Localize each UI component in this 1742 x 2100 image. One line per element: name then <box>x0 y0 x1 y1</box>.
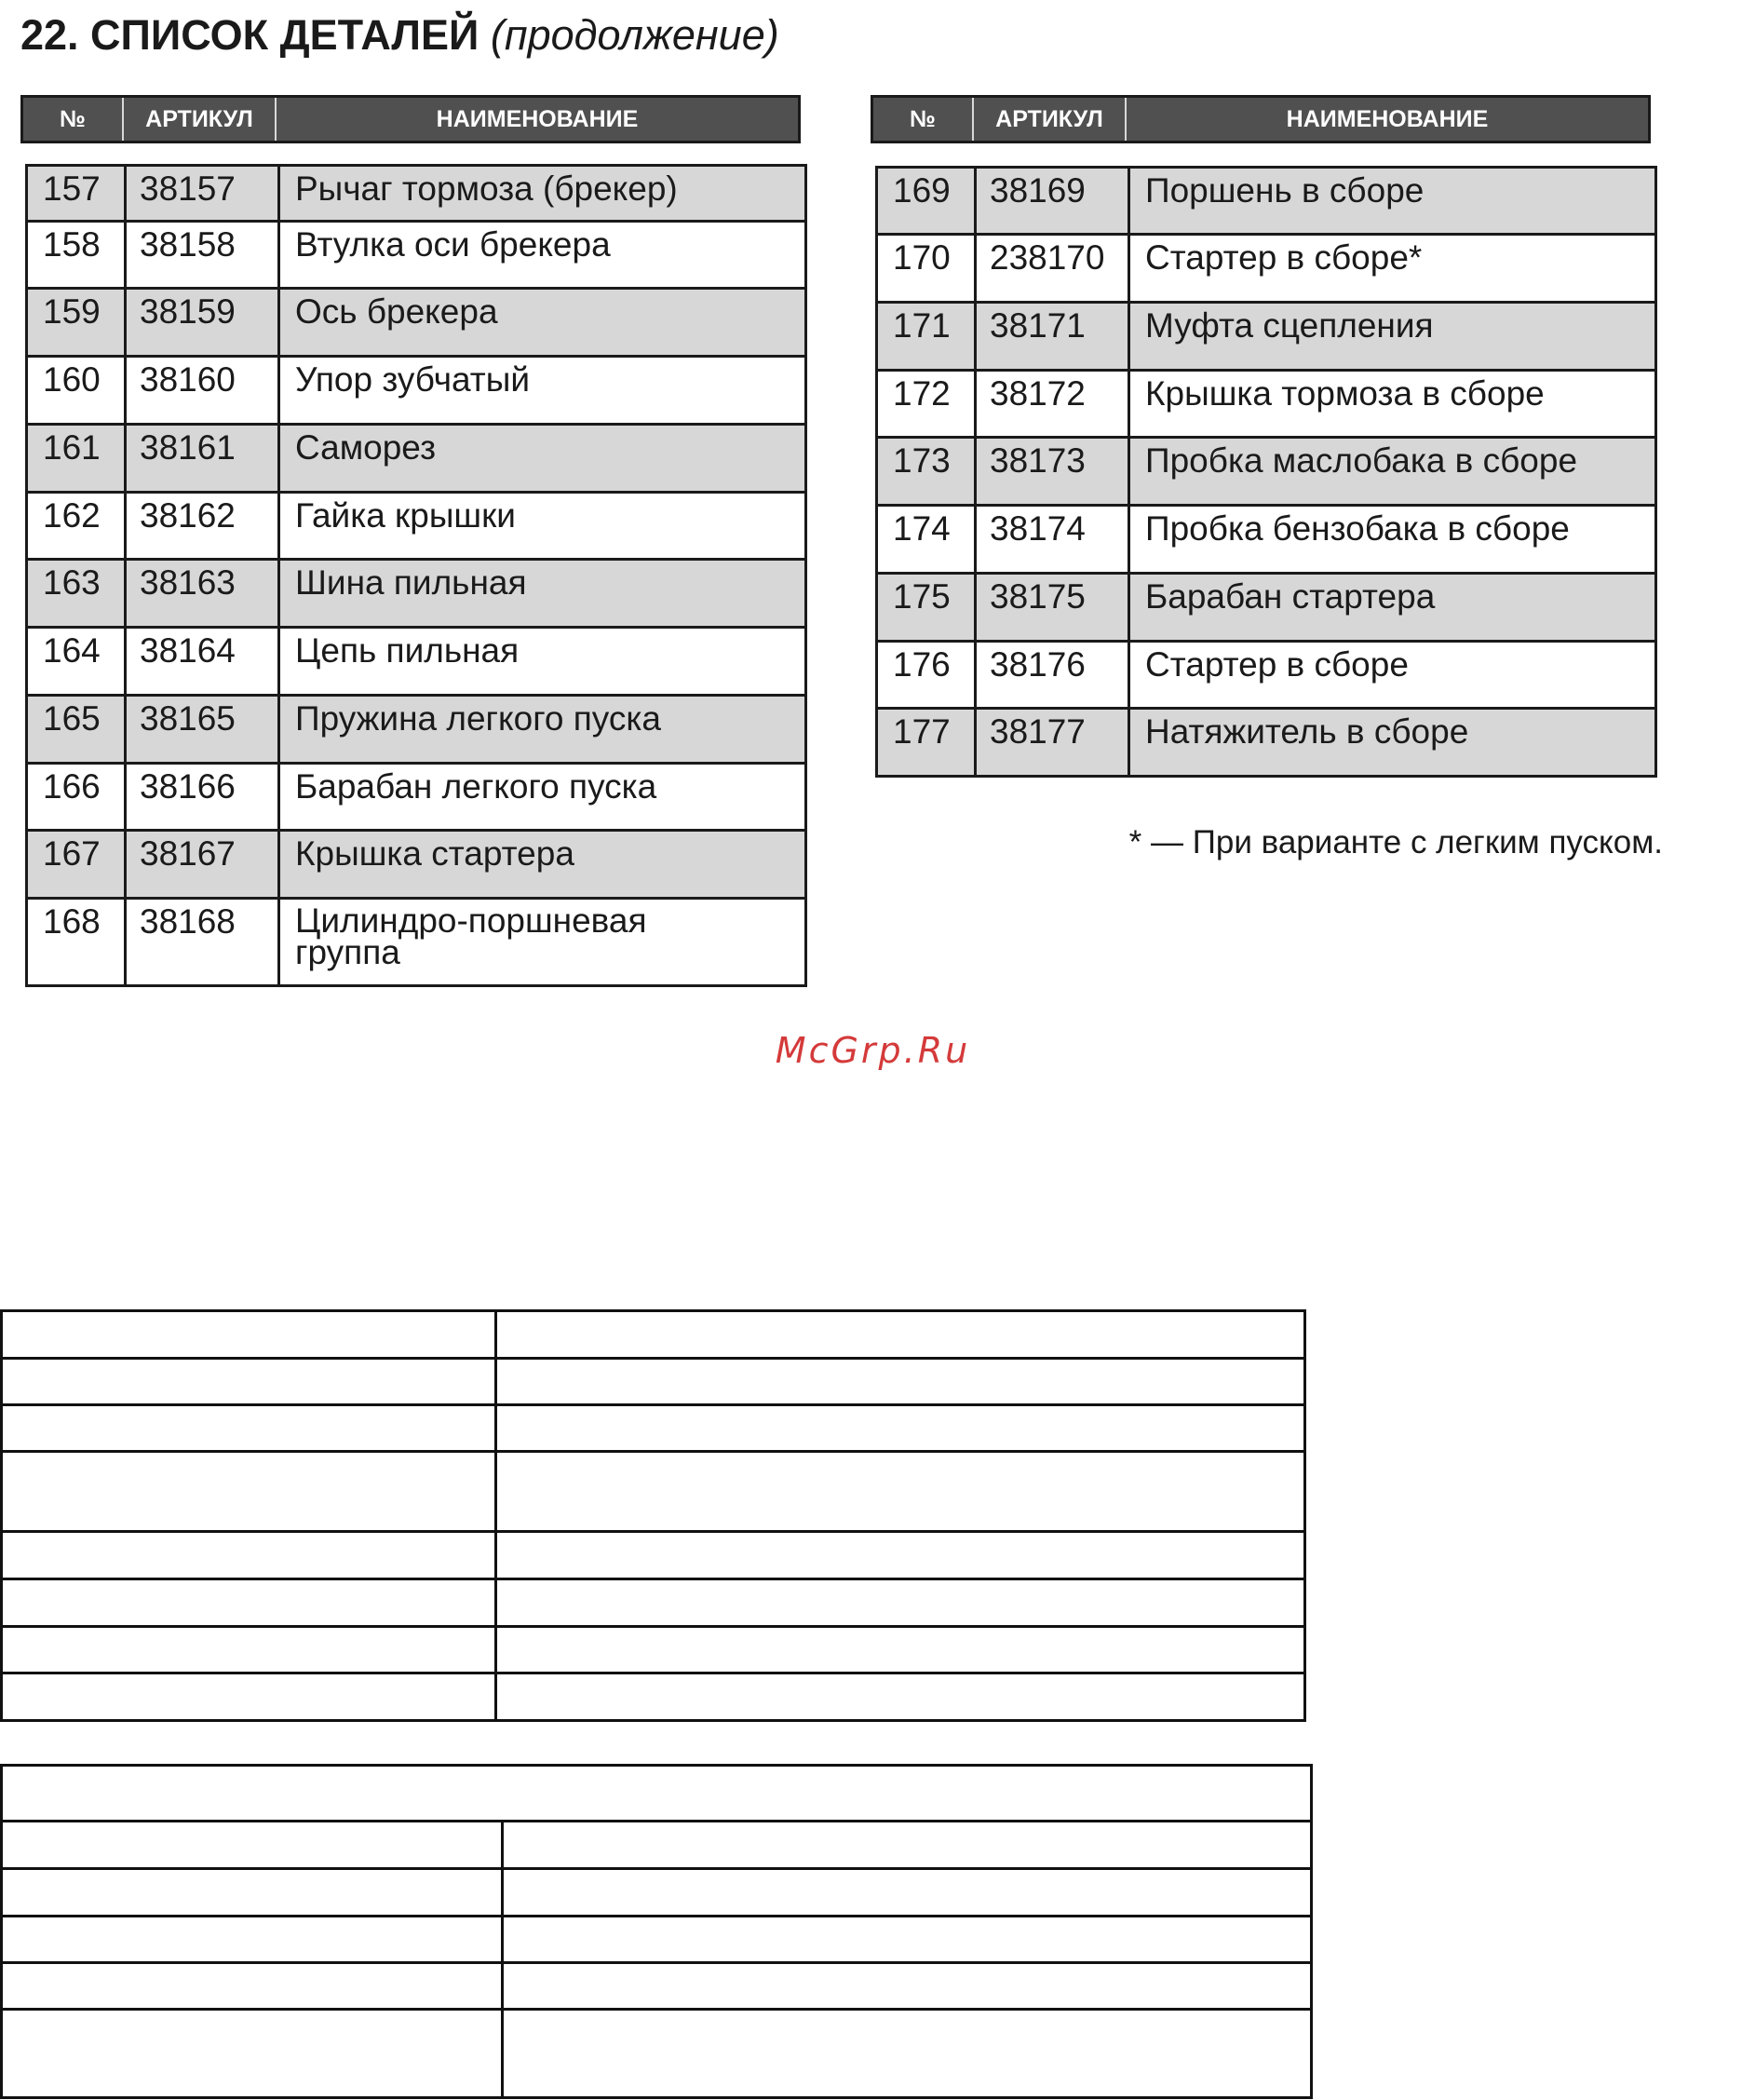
table-row <box>27 222 806 289</box>
empty-cell <box>2 1627 496 1673</box>
cell-name-line1: Цилиндро-поршневая <box>295 901 647 940</box>
table-row <box>877 642 1656 709</box>
cell-num: 173 <box>877 438 976 506</box>
empty-row <box>2 1822 1312 1869</box>
empty-table-2 <box>0 1764 1313 2099</box>
empty-cell <box>496 1627 1305 1673</box>
table-row <box>27 628 806 696</box>
cell-name: Стартер в сборе* <box>1129 235 1656 303</box>
cell-article: 38173 <box>976 438 1129 506</box>
parts-table-right <box>875 166 1657 778</box>
table-row <box>27 560 806 628</box>
empty-row <box>2 1532 1305 1579</box>
empty-row <box>2 1405 1305 1452</box>
cell-article: 38167 <box>126 831 279 899</box>
cell-num: 170 <box>877 235 976 303</box>
table-row <box>877 506 1656 574</box>
watermark: McGrp.Ru <box>775 1030 971 1071</box>
cell-num: 157 <box>27 166 126 222</box>
table-row <box>877 235 1656 303</box>
empty-cell <box>496 1579 1305 1627</box>
cell-name: Натяжитель в сборе <box>1129 709 1656 777</box>
empty-cell <box>496 1452 1305 1532</box>
empty-cell <box>503 1869 1312 1917</box>
cell-num: 159 <box>27 289 126 357</box>
cell-num: 165 <box>27 696 126 764</box>
empty-row <box>2 1766 1312 1822</box>
empty-cell <box>2 1579 496 1627</box>
empty-table-1 <box>0 1309 1306 1722</box>
table-row <box>27 166 806 222</box>
cell-name: Муфта сцепления <box>1129 303 1656 371</box>
page-title <box>20 7 779 63</box>
table-row <box>877 574 1656 642</box>
left-table-header <box>20 95 801 143</box>
empty-cell <box>2 1673 496 1721</box>
empty-row <box>2 1673 1305 1721</box>
footnote: * — При варианте с легким пуском. <box>1128 824 1663 860</box>
cell-num: 161 <box>27 425 126 493</box>
table-row <box>27 493 806 560</box>
empty-cell <box>496 1311 1305 1359</box>
empty-cell <box>496 1673 1305 1721</box>
cell-article: 38169 <box>976 168 1129 235</box>
cell-num: 176 <box>877 642 976 709</box>
empty-row <box>2 1359 1305 1405</box>
header-article: АРТИКУЛ <box>974 98 1127 141</box>
empty-cell <box>503 1917 1312 1963</box>
empty-cell <box>2 1311 496 1359</box>
empty-cell <box>2 1822 503 1869</box>
cell-name: Пробка бензобака в сборе <box>1129 506 1656 574</box>
cell-name-line2: группа <box>295 933 400 971</box>
cell-name: Ось брекера <box>279 289 806 357</box>
empty-cell <box>2 1532 496 1579</box>
empty-row <box>2 1452 1305 1532</box>
cell-name: Саморез <box>279 425 806 493</box>
cell-article: 38176 <box>976 642 1129 709</box>
table-row <box>877 438 1656 506</box>
cell-num: 168 <box>27 899 126 986</box>
empty-cell <box>2 1452 496 1532</box>
cell-name: Стартер в сборе <box>1129 642 1656 709</box>
empty-cell <box>496 1405 1305 1452</box>
cell-num: 164 <box>27 628 126 696</box>
empty-cell <box>2 2010 503 2098</box>
cell-name: Барабан легкого пуска <box>279 764 806 831</box>
empty-cell <box>2 1963 503 2010</box>
cell-name: Пробка маслобака в сборе <box>1129 438 1656 506</box>
cell-num: 175 <box>877 574 976 642</box>
table-row <box>27 289 806 357</box>
table-row <box>877 168 1656 235</box>
cell-name: Крышка стартера <box>279 831 806 899</box>
cell-article: 38163 <box>126 560 279 628</box>
cell-article: 38162 <box>126 493 279 560</box>
empty-row <box>2 1917 1312 1963</box>
title-subtitle: (продолжение) <box>490 11 779 59</box>
empty-cell <box>503 2010 1312 2098</box>
cell-name: Рычаг тормоза (брекер) <box>279 166 806 222</box>
cell-num: 160 <box>27 357 126 425</box>
cell-article: 38160 <box>126 357 279 425</box>
cell-name: Втулка оси брекера <box>279 222 806 289</box>
cell-num: 166 <box>27 764 126 831</box>
parts-table-left <box>25 164 807 987</box>
empty-cell <box>2 1359 496 1405</box>
cell-name: Гайка крышки <box>279 493 806 560</box>
empty-row <box>2 1869 1312 1917</box>
header-name: НАИМЕНОВАНИЕ <box>436 105 639 132</box>
cell-num: 174 <box>877 506 976 574</box>
cell-article: 38159 <box>126 289 279 357</box>
table-row <box>877 709 1656 777</box>
table-row <box>27 899 806 986</box>
cell-num: 163 <box>27 560 126 628</box>
table-row <box>27 425 806 493</box>
empty-cell <box>496 1532 1305 1579</box>
empty-cell <box>503 1963 1312 2010</box>
empty-row <box>2 1579 1305 1627</box>
cell-article: 38168 <box>126 899 279 986</box>
cell-article: 38171 <box>976 303 1129 371</box>
cell-name: Упор зубчатый <box>279 357 806 425</box>
cell-article: 38172 <box>976 371 1129 438</box>
cell-num: 169 <box>877 168 976 235</box>
cell-name: Пружина легкого пуска <box>279 696 806 764</box>
cell-name: Шина пильная <box>279 560 806 628</box>
empty-cell <box>2 1405 496 1452</box>
cell-num: 171 <box>877 303 976 371</box>
empty-row <box>2 2010 1312 2098</box>
table-row <box>27 696 806 764</box>
empty-row <box>2 1963 1312 2010</box>
empty-cell <box>2 1917 503 1963</box>
cell-article: 238170 <box>976 235 1129 303</box>
cell-name: Цепь пильная <box>279 628 806 696</box>
right-table-header <box>871 95 1651 143</box>
cell-article: 38177 <box>976 709 1129 777</box>
header-num: № <box>23 98 124 141</box>
cell-name: Барабан стартера <box>1129 574 1656 642</box>
table-row <box>877 303 1656 371</box>
cell-num: 177 <box>877 709 976 777</box>
empty-cell <box>2 1869 503 1917</box>
table-row <box>27 764 806 831</box>
title-main: 22. СПИСОК ДЕТАЛЕЙ <box>20 11 479 59</box>
cell-article: 38157 <box>126 166 279 222</box>
cell-name: Поршень в сборе <box>1129 168 1656 235</box>
cell-num: 167 <box>27 831 126 899</box>
table-row <box>27 831 806 899</box>
empty-cell <box>2 1766 1312 1822</box>
table-row <box>877 371 1656 438</box>
table-row <box>27 357 806 425</box>
cell-article: 38166 <box>126 764 279 831</box>
cell-num: 172 <box>877 371 976 438</box>
header-name: НАИМЕНОВАНИЕ <box>1286 105 1489 132</box>
cell-article: 38164 <box>126 628 279 696</box>
empty-row <box>2 1311 1305 1359</box>
cell-article: 38174 <box>976 506 1129 574</box>
cell-num: 158 <box>27 222 126 289</box>
empty-row <box>2 1627 1305 1673</box>
cell-article: 38161 <box>126 425 279 493</box>
empty-cell <box>503 1822 1312 1869</box>
cell-article: 38165 <box>126 696 279 764</box>
header-num: № <box>873 98 974 141</box>
cell-article: 38158 <box>126 222 279 289</box>
cell-name: Крышка тормоза в сборе <box>1129 371 1656 438</box>
cell-name <box>279 899 806 986</box>
empty-cell <box>496 1359 1305 1405</box>
header-article: АРТИКУЛ <box>124 98 277 141</box>
cell-article: 38175 <box>976 574 1129 642</box>
cell-num: 162 <box>27 493 126 560</box>
